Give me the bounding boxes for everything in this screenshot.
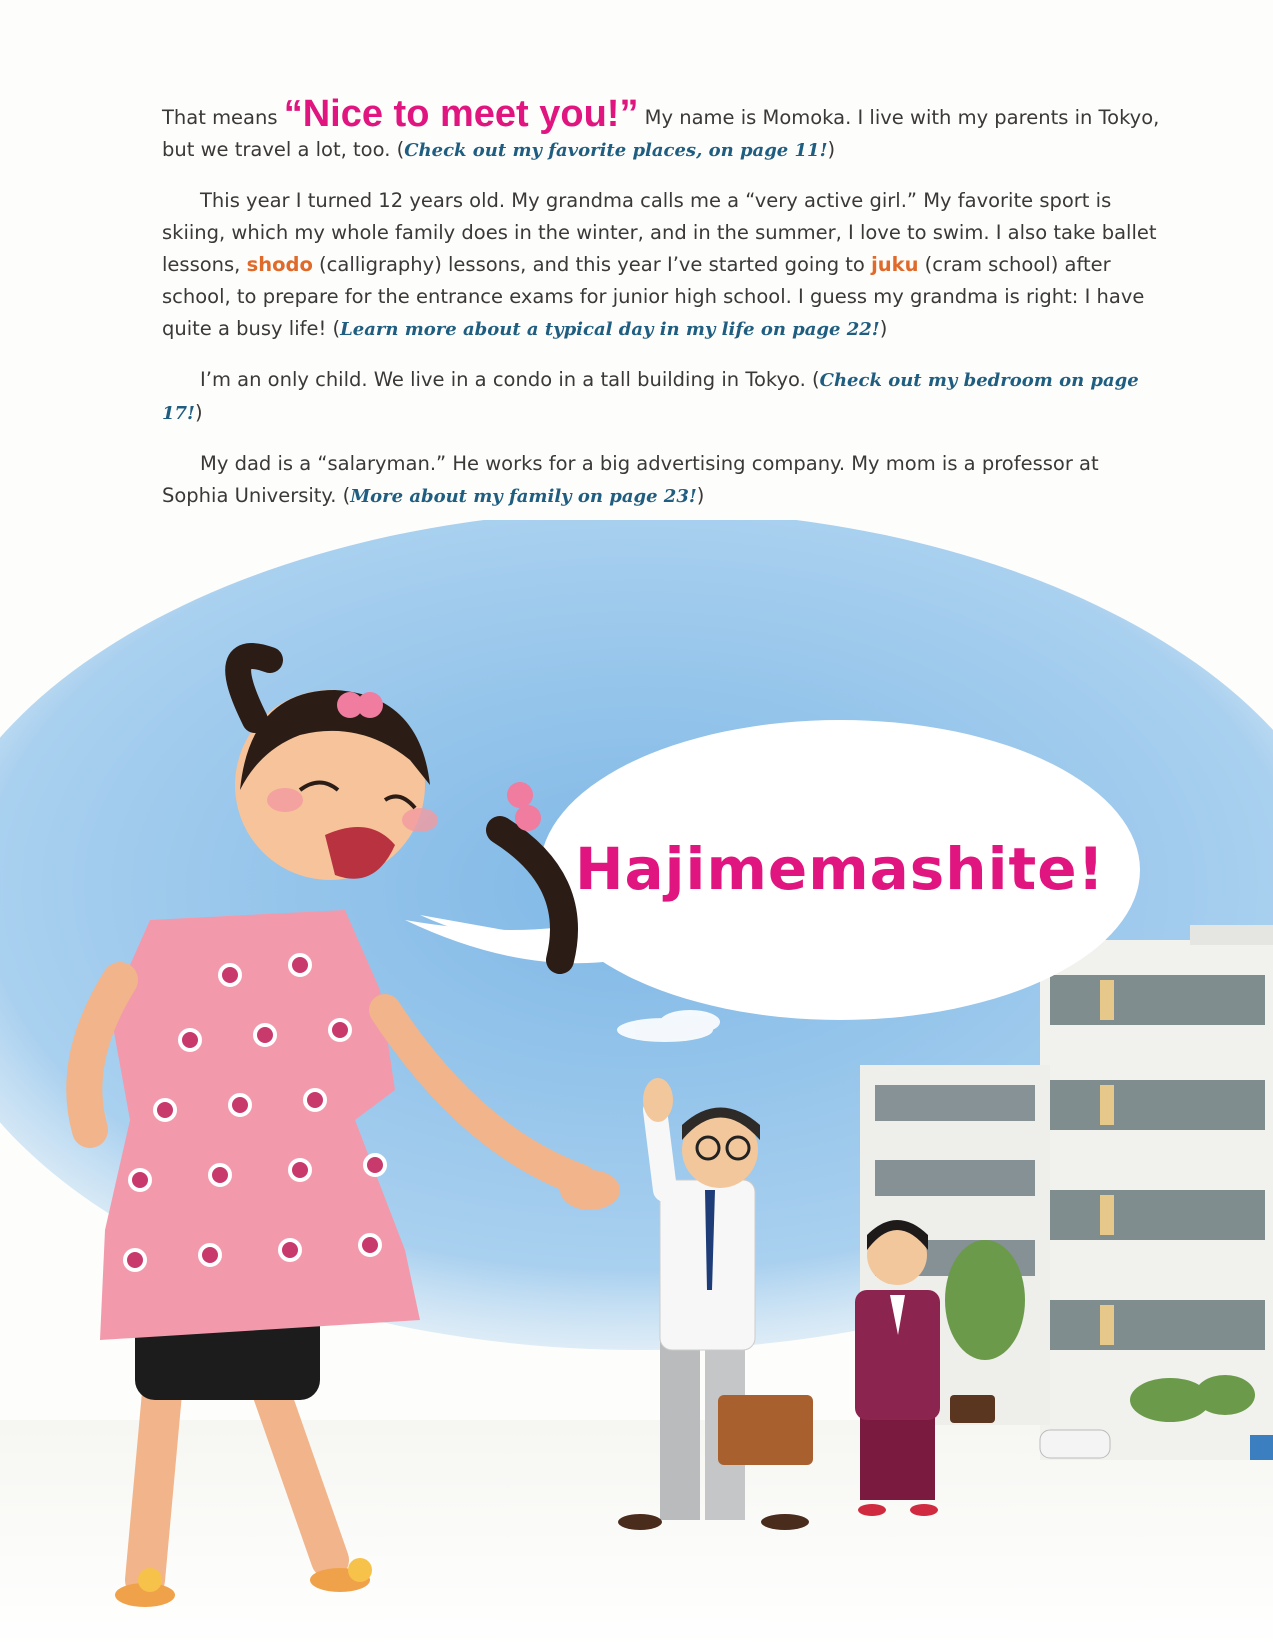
para-text: This year I turned 12 years old. My grandma calls me a “very active girl.” My favorite sport is skiing, which my whole family does in the winter, and in the summer, I love to swim. I also take ballet lessons, (162, 189, 1157, 276)
para-text: I’m an only child. We live in a condo in a tall building in Tokyo. ( (200, 368, 820, 391)
home-paragraph (162, 364, 1162, 430)
greeting-meaning: “Nice to meet you!” (283, 93, 639, 135)
japanese-term-shodo: shodo (246, 253, 313, 276)
page-reference-note: Check out my bedroom on page 17! (162, 370, 1139, 424)
paren-close: ) (827, 138, 836, 161)
japanese-term-juku: juku (871, 253, 919, 276)
activities-paragraph (162, 185, 1162, 346)
story-text (162, 93, 1162, 531)
intro-rest: My name is Momoka. I live with my parents in Tokyo, but we travel a lot, too. ( (162, 106, 1160, 161)
paren-close: ) (696, 484, 705, 507)
page-reference-note: More about my family on page 23! (350, 486, 697, 507)
momoka-illustration (0, 520, 1273, 1648)
para-text: My dad is a “salaryman.” He works for a big advertising company. My mom is a professor at Sophia University. ( (162, 452, 1099, 507)
paren-close: ) (194, 401, 203, 424)
intro-lead: That means (162, 106, 284, 129)
para-text: (cram school) after school, to prepare for the entrance exams for junior high school. I guess my grandma is right: I have quite a busy life! ( (162, 253, 1145, 340)
page-reference-note: Learn more about a typical day in my life on page 22! (340, 319, 880, 340)
speech-bubble-text: Hajimemashite! (575, 835, 1105, 903)
paren-close: ) (879, 317, 888, 340)
page-reference-note: Check out my favorite places, on page 11! (404, 140, 828, 161)
para-text: (calligraphy) lessons, and this year I’ve started going to (312, 253, 872, 276)
family-paragraph (162, 448, 1162, 513)
intro-paragraph (162, 93, 1162, 167)
